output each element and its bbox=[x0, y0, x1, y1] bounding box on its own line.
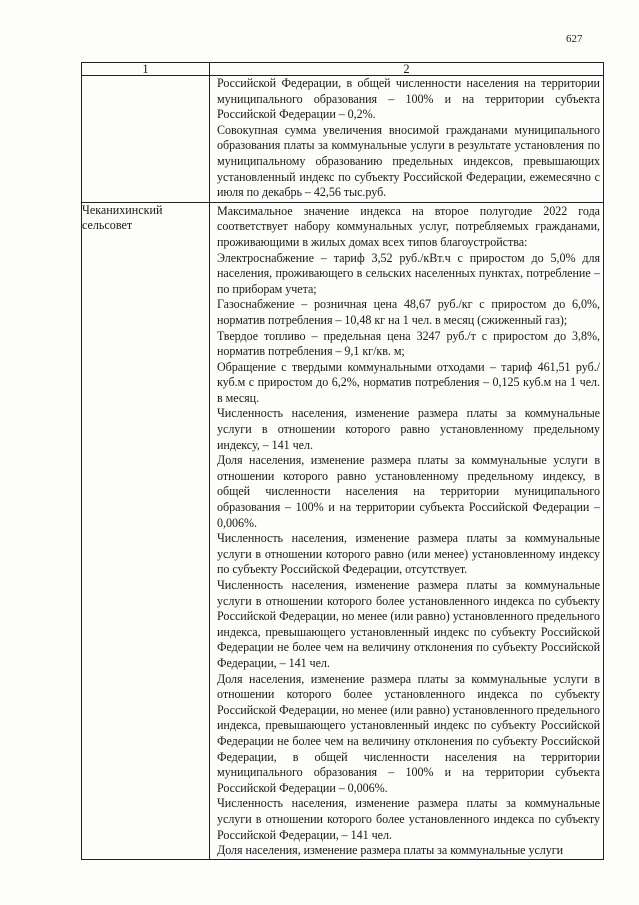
paragraph: Численность населения, изменение размера платы за коммунальные услуги в отношении которого равно установленному предельному индексу, – 141 чел. bbox=[217, 406, 600, 452]
paragraph: Доля населения, изменение размера платы за коммунальные услуги bbox=[217, 843, 564, 858]
paragraph: Численность населения, изменение размера платы за коммунальные услуги в отношении которого более установленного индекса по субъекту Российской Федерации, – 141 чел. bbox=[217, 796, 600, 842]
header-col-2: 2 bbox=[210, 63, 604, 76]
table-header-row bbox=[82, 63, 604, 76]
paragraph: Доля населения, изменение размера платы за коммунальные услуги в отношении которого более установленного индекса по субъекту Российской Федерации, но менее (или равно) установленного предельного индекса, превышающего установленный индекс по субъекту Российской Федерации не более чем на величину отклонения по субъекту Российской Федерации, в общей численности населения на территории муниципального образования – 100% и на территории субъекта Российской Федерации – 0,006%. bbox=[217, 671, 600, 795]
paragraph: Совокупная сумма увеличения вносимой гражданами муниципального образования платы за коммунальные услуги в результате установления по муниципальному образованию предельных индексов, превышающих установленный индекс по субъекту Российской Федерации, ежемесячно с июля по декабрь – 42,56 тыс.руб. bbox=[217, 122, 600, 200]
paragraph: Обращение с твердыми коммунальными отходами – тариф 461,51 руб./куб.м с приростом до 6,2%, норматив потребления – 0,125 куб.м на 1 чел. в месяц. bbox=[217, 359, 600, 405]
paragraph: Российской Федерации, в общей численности населения на территории муниципального образования – 100% и на территории субъекта Российской Федерации – 0,2%. bbox=[217, 76, 600, 122]
paragraph: Доля населения, изменение размера платы за коммунальные услуги в отношении которого равно установленному предельному индексу, в общей численности населения на территории муниципального образования – 100% и на территории субъекта Российской Федерации – 0,006%. bbox=[217, 453, 600, 530]
paragraph: Максимальное значение индекса на второе полугодие 2022 года соответствует набору коммунальных услуг, потребляемых гражданами, проживающими в жилых домах всех типов благоустройства: bbox=[217, 203, 600, 249]
row-name-cell: Чеканихинский сельсовет bbox=[82, 202, 210, 859]
table-row bbox=[82, 76, 604, 203]
paragraph: Численность населения, изменение размера платы за коммунальные услуги в отношении которого более установленного индекса по субъекту Российской Федерации, но менее (или равно) установленного предельного индекса, превышающего установленный индекс по субъекту Российской Федерации не более чем на величину отклонения по субъекту Российской Федерации, – 141 чел. bbox=[217, 578, 600, 670]
paragraph: Твердое топливо – предельная цена 3247 руб./т с приростом до 3,8%, норматив потребления – 9,1 кг/кв. м; bbox=[217, 328, 600, 359]
row-content-cell bbox=[210, 202, 604, 859]
paragraph: Электроснабжение – тариф 3,52 руб./кВт.ч с приростом до 5,0% для населения, проживающего в сельских населенных пунктах, потребление – по приборам учета; bbox=[217, 250, 600, 296]
document-table bbox=[81, 62, 604, 860]
table-row bbox=[82, 202, 604, 859]
page-number: 627 bbox=[566, 33, 583, 45]
header-col-1: 1 bbox=[82, 63, 210, 76]
paragraph: Газоснабжение – розничная цена 48,67 руб./кг с приростом до 6,0%, норматив потребления – 10,48 кг на 1 чел. в месяц (сжиженный газ); bbox=[217, 297, 600, 327]
row-name-cell bbox=[82, 76, 210, 203]
paragraph: Численность населения, изменение размера платы за коммунальные услуги в отношении которого равно (или менее) установленному индексу по субъекту Российской Федерации, отсутствует. bbox=[217, 531, 600, 577]
row-content-cell bbox=[210, 76, 604, 203]
